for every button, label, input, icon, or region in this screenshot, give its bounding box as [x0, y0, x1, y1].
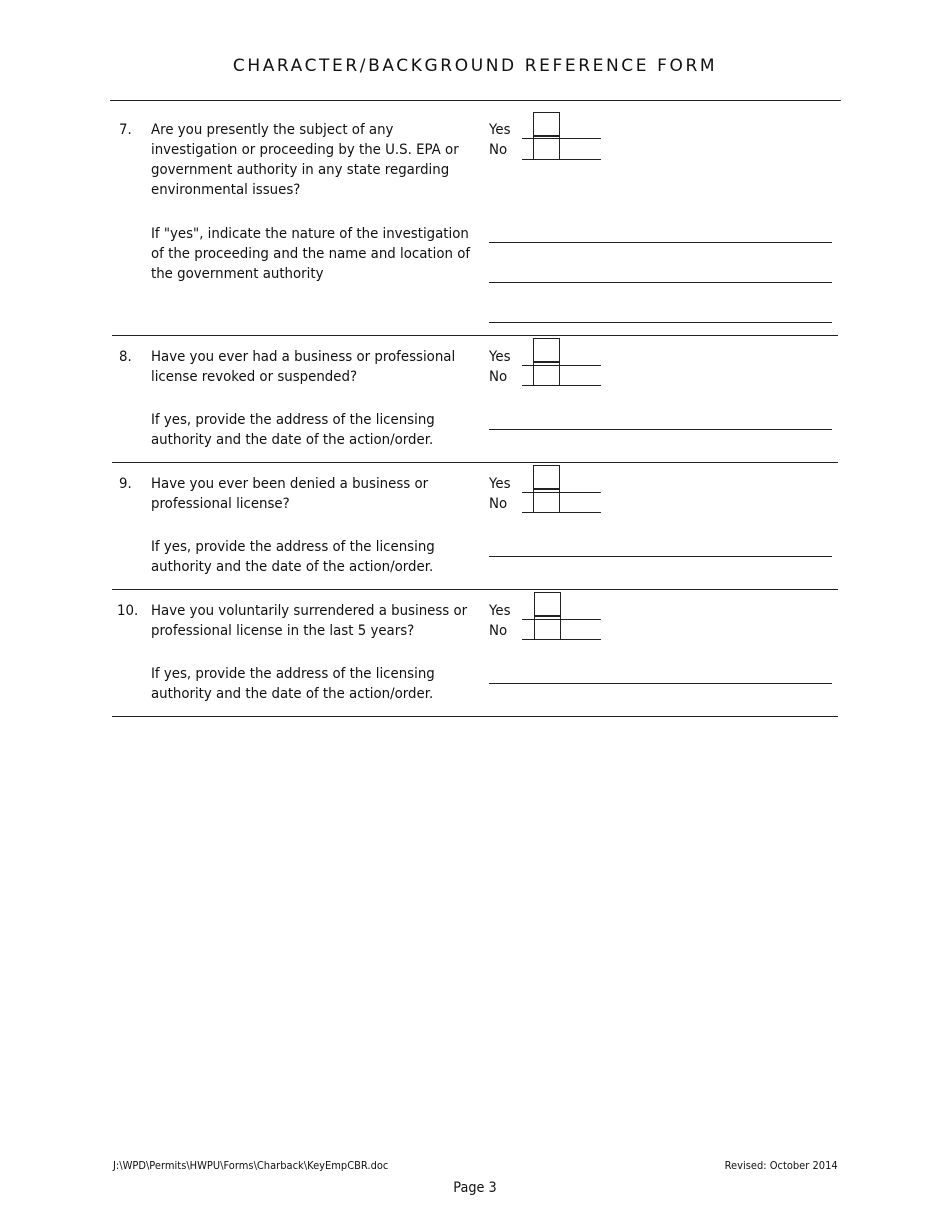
page-number: Page 3 — [453, 1180, 497, 1196]
no-answer-line — [522, 639, 601, 640]
no-label: No — [489, 496, 508, 512]
followup-line: If "yes", indicate the nature of the investigation — [151, 226, 469, 242]
yes-answer-line — [522, 365, 601, 366]
divider — [112, 462, 838, 463]
divider-top — [110, 100, 841, 101]
question-text — [151, 347, 455, 387]
followup-line: of the proceeding and the name and location of — [151, 246, 471, 262]
followup-line: If yes, provide the address of the licensing — [151, 539, 435, 555]
yes-label: Yes — [489, 476, 511, 492]
question-text — [151, 474, 428, 514]
question-line: investigation or proceeding by the U.S. EPA or — [151, 142, 459, 158]
answer-line[interactable] — [489, 556, 832, 557]
followup-line: authority and the date of the action/order. — [151, 686, 434, 702]
yes-checkbox[interactable] — [533, 112, 560, 136]
yes-checkbox[interactable] — [533, 465, 560, 489]
answer-line[interactable] — [489, 429, 832, 430]
followup-line: authority and the date of the action/order. — [151, 559, 434, 575]
question-line: environmental issues? — [151, 182, 301, 198]
yes-label: Yes — [489, 122, 511, 138]
no-label: No — [489, 369, 508, 385]
answer-line[interactable] — [489, 322, 832, 323]
question-line: Have you ever had a business or professional — [151, 349, 456, 365]
question-number: 9. — [119, 476, 132, 492]
question-line: professional license in the last 5 years? — [151, 623, 415, 639]
divider — [112, 335, 838, 336]
yes-answer-line — [522, 492, 601, 493]
question-number: 7. — [119, 122, 132, 138]
yes-label: Yes — [489, 349, 511, 365]
question-number: 10. — [117, 603, 139, 619]
followup-line: authority and the date of the action/order. — [151, 432, 434, 448]
question-number: 8. — [119, 349, 132, 365]
question-line: Are you presently the subject of any — [151, 122, 394, 138]
no-label: No — [489, 142, 508, 158]
no-answer-line — [522, 512, 601, 513]
question-line: government authority in any state regarding — [151, 162, 450, 178]
question-line: Have you ever been denied a business or — [151, 476, 429, 492]
answer-line[interactable] — [489, 242, 832, 243]
form-title: CHARACTER/BACKGROUND REFERENCE FORM — [232, 56, 718, 76]
answer-line[interactable] — [489, 282, 832, 283]
followup-text — [151, 224, 470, 284]
no-checkbox[interactable] — [533, 136, 560, 160]
yes-label: Yes — [489, 603, 511, 619]
followup-line: If yes, provide the address of the licensing — [151, 412, 435, 428]
no-answer-line — [522, 385, 601, 386]
divider — [112, 589, 838, 590]
followup-text — [151, 664, 435, 704]
yes-checkbox[interactable] — [533, 338, 560, 362]
question-line: professional license? — [151, 496, 290, 512]
question-text — [151, 120, 459, 200]
followup-line: the government authority — [151, 266, 324, 282]
yes-answer-line — [522, 138, 601, 139]
revised-date: Revised: October 2014 — [724, 1159, 838, 1172]
divider-bottom — [112, 716, 838, 717]
question-text — [151, 601, 467, 641]
followup-text — [151, 537, 435, 577]
file-path: J:\WPD\Permits\HWPU\Forms\Charback\KeyEmpCBR.doc — [113, 1159, 389, 1172]
followup-line: If yes, provide the address of the licensing — [151, 666, 435, 682]
question-line: Have you voluntarily surrendered a business or — [151, 603, 468, 619]
yes-checkbox[interactable] — [534, 592, 561, 616]
no-answer-line — [522, 159, 601, 160]
no-label: No — [489, 623, 508, 639]
yes-answer-line — [522, 619, 601, 620]
question-line: license revoked or suspended? — [151, 369, 358, 385]
followup-text — [151, 410, 435, 450]
answer-line[interactable] — [489, 683, 832, 684]
